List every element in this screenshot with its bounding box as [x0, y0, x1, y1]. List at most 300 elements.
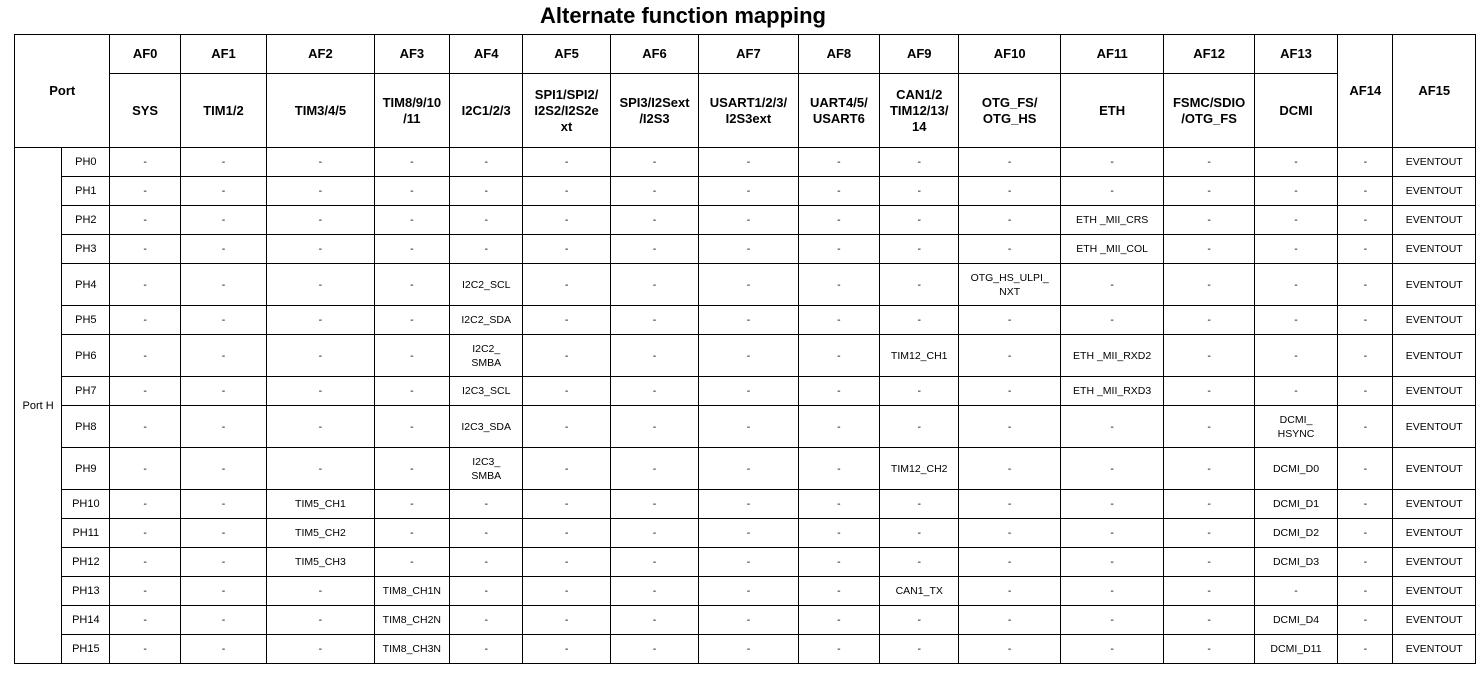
af5-cell: - — [523, 519, 610, 548]
af15-cell: EVENTOUT — [1393, 519, 1476, 548]
table-row — [15, 264, 1476, 306]
af14-cell: - — [1338, 548, 1393, 577]
af1-peripheral: TIM1/2 — [180, 74, 266, 148]
af14-cell: - — [1338, 519, 1393, 548]
pin-cell: PH2 — [62, 206, 110, 235]
af6-cell: - — [610, 448, 698, 490]
af2-cell: TIM5_CH3 — [267, 548, 375, 577]
af4-cell: I2C3_SDA — [450, 406, 523, 448]
af6-cell: - — [610, 406, 698, 448]
af13-cell: DCMI_D1 — [1254, 490, 1337, 519]
af1-cell: - — [180, 148, 266, 177]
af11-cell: - — [1060, 148, 1163, 177]
af4-cell: - — [450, 148, 523, 177]
af10-cell: - — [959, 235, 1060, 264]
af0-cell: - — [110, 490, 180, 519]
af15-cell: EVENTOUT — [1393, 577, 1476, 606]
af5-cell: - — [523, 635, 610, 664]
af9-cell: - — [880, 606, 959, 635]
af0-cell: - — [110, 377, 180, 406]
page-title: Alternate function mapping — [540, 3, 826, 28]
af10-cell: - — [959, 406, 1060, 448]
table-body — [15, 148, 1476, 664]
af5-cell: - — [523, 235, 610, 264]
af8-cell: - — [798, 306, 879, 335]
af10-cell: - — [959, 606, 1060, 635]
af0-cell: - — [110, 177, 180, 206]
af11-peripheral: ETH — [1060, 74, 1163, 148]
af12-cell: - — [1164, 548, 1254, 577]
af11-cell: - — [1060, 548, 1163, 577]
af2-cell: - — [267, 335, 375, 377]
af8-cell: - — [798, 148, 879, 177]
af14-cell: - — [1338, 377, 1393, 406]
af4-cell: I2C2_ SMBA — [450, 335, 523, 377]
af8-cell: - — [798, 448, 879, 490]
af5-header: AF5 — [523, 35, 610, 74]
af14-cell: - — [1338, 264, 1393, 306]
af4-cell: I2C3_ SMBA — [450, 448, 523, 490]
af3-cell: - — [374, 148, 449, 177]
af9-cell: - — [880, 148, 959, 177]
af3-cell: - — [374, 448, 449, 490]
af14-cell: - — [1338, 635, 1393, 664]
af9-cell: - — [880, 306, 959, 335]
af1-cell: - — [180, 235, 266, 264]
af8-cell: - — [798, 235, 879, 264]
af7-cell: - — [699, 177, 798, 206]
af10-cell: - — [959, 206, 1060, 235]
af12-cell: - — [1164, 490, 1254, 519]
af13-cell: DCMI_D4 — [1254, 606, 1337, 635]
af3-cell: - — [374, 306, 449, 335]
af2-cell: - — [267, 606, 375, 635]
af10-header: AF10 — [959, 35, 1060, 74]
af9-cell: TIM12_CH2 — [880, 448, 959, 490]
af15-cell: EVENTOUT — [1393, 148, 1476, 177]
af6-cell: - — [610, 264, 698, 306]
af9-cell: - — [880, 264, 959, 306]
table-row — [15, 490, 1476, 519]
af2-cell: - — [267, 306, 375, 335]
af6-cell: - — [610, 490, 698, 519]
af10-cell: OTG_HS_ULPI_ NXT — [959, 264, 1060, 306]
pin-cell: PH14 — [62, 606, 110, 635]
af4-cell: - — [450, 577, 523, 606]
af11-cell: - — [1060, 264, 1163, 306]
table-row — [15, 577, 1476, 606]
table-row — [15, 635, 1476, 664]
af5-cell: - — [523, 490, 610, 519]
af5-cell: - — [523, 264, 610, 306]
af7-cell: - — [699, 235, 798, 264]
af2-cell: - — [267, 377, 375, 406]
af14-cell: - — [1338, 448, 1393, 490]
af7-cell: - — [699, 490, 798, 519]
af7-cell: - — [699, 635, 798, 664]
af15-cell: EVENTOUT — [1393, 335, 1476, 377]
af2-cell: - — [267, 577, 375, 606]
af3-cell: TIM8_CH2N — [374, 606, 449, 635]
af6-cell: - — [610, 148, 698, 177]
af15-cell: EVENTOUT — [1393, 377, 1476, 406]
af3-cell: - — [374, 519, 449, 548]
pin-cell: PH13 — [62, 577, 110, 606]
af7-peripheral: USART1/2/3/ I2S3ext — [699, 74, 798, 148]
af12-header: AF12 — [1164, 35, 1254, 74]
af4-cell: - — [450, 177, 523, 206]
af9-header: AF9 — [880, 35, 959, 74]
af5-peripheral: SPI1/SPI2/ I2S2/I2S2e xt — [523, 74, 610, 148]
af15-header: AF15 — [1393, 35, 1476, 148]
af14-cell: - — [1338, 335, 1393, 377]
af5-cell: - — [523, 406, 610, 448]
af10-cell: - — [959, 306, 1060, 335]
af0-cell: - — [110, 519, 180, 548]
af3-cell: - — [374, 490, 449, 519]
af10-cell: - — [959, 490, 1060, 519]
af4-cell: - — [450, 490, 523, 519]
af9-cell: - — [880, 377, 959, 406]
af13-cell: DCMI_D0 — [1254, 448, 1337, 490]
af7-cell: - — [699, 377, 798, 406]
af2-peripheral: TIM3/4/5 — [267, 74, 375, 148]
af9-cell: - — [880, 206, 959, 235]
af1-cell: - — [180, 406, 266, 448]
af10-cell: - — [959, 377, 1060, 406]
af4-cell: I2C3_SCL — [450, 377, 523, 406]
pin-cell: PH5 — [62, 306, 110, 335]
af7-cell: - — [699, 306, 798, 335]
af15-cell: EVENTOUT — [1393, 306, 1476, 335]
af13-cell: - — [1254, 235, 1337, 264]
af13-cell: - — [1254, 577, 1337, 606]
af11-cell: - — [1060, 177, 1163, 206]
af6-cell: - — [610, 606, 698, 635]
table-row — [15, 548, 1476, 577]
af10-cell: - — [959, 448, 1060, 490]
table-row — [15, 148, 1476, 177]
af2-cell: - — [267, 406, 375, 448]
af13-header: AF13 — [1254, 35, 1337, 74]
pin-cell: PH4 — [62, 264, 110, 306]
af2-cell: - — [267, 448, 375, 490]
af0-header: AF0 — [110, 35, 180, 74]
af12-cell: - — [1164, 406, 1254, 448]
af10-cell: - — [959, 635, 1060, 664]
af13-cell: - — [1254, 335, 1337, 377]
af7-cell: - — [699, 148, 798, 177]
af7-cell: - — [699, 335, 798, 377]
pin-cell: PH10 — [62, 490, 110, 519]
af-header-row — [15, 35, 1476, 74]
af4-cell: - — [450, 206, 523, 235]
af1-cell: - — [180, 306, 266, 335]
af8-cell: - — [798, 635, 879, 664]
table-row — [15, 206, 1476, 235]
af15-cell: EVENTOUT — [1393, 406, 1476, 448]
af0-cell: - — [110, 606, 180, 635]
af8-cell: - — [798, 177, 879, 206]
af12-peripheral: FSMC/SDIO /OTG_FS — [1164, 74, 1254, 148]
af0-cell: - — [110, 548, 180, 577]
af9-cell: - — [880, 519, 959, 548]
af15-cell: EVENTOUT — [1393, 264, 1476, 306]
af14-cell: - — [1338, 177, 1393, 206]
af8-cell: - — [798, 577, 879, 606]
af12-cell: - — [1164, 377, 1254, 406]
af10-cell: - — [959, 577, 1060, 606]
af8-cell: - — [798, 206, 879, 235]
af1-cell: - — [180, 377, 266, 406]
af3-cell: - — [374, 264, 449, 306]
table-row — [15, 335, 1476, 377]
af1-cell: - — [180, 577, 266, 606]
table-row — [15, 606, 1476, 635]
af3-cell: - — [374, 177, 449, 206]
af5-cell: - — [523, 577, 610, 606]
af12-cell: - — [1164, 148, 1254, 177]
af11-cell: - — [1060, 606, 1163, 635]
af3-cell: - — [374, 548, 449, 577]
af12-cell: - — [1164, 606, 1254, 635]
af9-cell: TIM12_CH1 — [880, 335, 959, 377]
pin-cell: PH6 — [62, 335, 110, 377]
af5-cell: - — [523, 177, 610, 206]
af3-cell: - — [374, 206, 449, 235]
pin-cell: PH9 — [62, 448, 110, 490]
af5-cell: - — [523, 448, 610, 490]
af1-cell: - — [180, 448, 266, 490]
af3-cell: TIM8_CH3N — [374, 635, 449, 664]
af14-cell: - — [1338, 206, 1393, 235]
af4-peripheral: I2C1/2/3 — [450, 74, 523, 148]
pin-cell: PH3 — [62, 235, 110, 264]
af14-cell: - — [1338, 148, 1393, 177]
af13-cell: - — [1254, 306, 1337, 335]
af4-cell: - — [450, 606, 523, 635]
af11-cell: - — [1060, 306, 1163, 335]
af1-cell: - — [180, 519, 266, 548]
af9-cell: - — [880, 406, 959, 448]
af8-header: AF8 — [798, 35, 879, 74]
af5-cell: - — [523, 335, 610, 377]
af10-cell: - — [959, 148, 1060, 177]
alternate-function-table — [14, 34, 1476, 664]
af11-cell: - — [1060, 519, 1163, 548]
af1-header: AF1 — [180, 35, 266, 74]
af3-header: AF3 — [374, 35, 449, 74]
af9-cell: - — [880, 635, 959, 664]
af5-cell: - — [523, 306, 610, 335]
af5-cell: - — [523, 606, 610, 635]
af3-cell: TIM8_CH1N — [374, 577, 449, 606]
af2-cell: TIM5_CH1 — [267, 490, 375, 519]
af1-cell: - — [180, 335, 266, 377]
af8-cell: - — [798, 335, 879, 377]
af14-cell: - — [1338, 490, 1393, 519]
af13-cell: - — [1254, 377, 1337, 406]
af12-cell: - — [1164, 206, 1254, 235]
af4-cell: - — [450, 519, 523, 548]
af10-cell: - — [959, 335, 1060, 377]
af11-cell: ETH _MII_RXD3 — [1060, 377, 1163, 406]
af1-cell: - — [180, 177, 266, 206]
af12-cell: - — [1164, 635, 1254, 664]
af6-cell: - — [610, 306, 698, 335]
port-group-cell: Port H — [15, 148, 62, 664]
af15-cell: EVENTOUT — [1393, 490, 1476, 519]
af9-cell: - — [880, 177, 959, 206]
table-row — [15, 377, 1476, 406]
af6-cell: - — [610, 519, 698, 548]
af11-cell: - — [1060, 490, 1163, 519]
af1-cell: - — [180, 206, 266, 235]
af13-cell: - — [1254, 148, 1337, 177]
af10-cell: - — [959, 177, 1060, 206]
af15-cell: EVENTOUT — [1393, 177, 1476, 206]
af7-cell: - — [699, 206, 798, 235]
af1-cell: - — [180, 606, 266, 635]
af6-cell: - — [610, 177, 698, 206]
af12-cell: - — [1164, 177, 1254, 206]
af9-cell: - — [880, 490, 959, 519]
peripheral-header-row — [15, 74, 1476, 148]
af2-cell: - — [267, 148, 375, 177]
af7-cell: - — [699, 548, 798, 577]
port-header: Port — [15, 35, 110, 148]
af2-cell: - — [267, 264, 375, 306]
af14-cell: - — [1338, 406, 1393, 448]
af8-cell: - — [798, 264, 879, 306]
af0-cell: - — [110, 235, 180, 264]
af12-cell: - — [1164, 235, 1254, 264]
af5-cell: - — [523, 548, 610, 577]
af11-cell: - — [1060, 448, 1163, 490]
af11-cell: - — [1060, 406, 1163, 448]
af11-cell: ETH _MII_RXD2 — [1060, 335, 1163, 377]
af12-cell: - — [1164, 264, 1254, 306]
af11-cell: ETH _MII_COL — [1060, 235, 1163, 264]
af2-cell: TIM5_CH2 — [267, 519, 375, 548]
af0-cell: - — [110, 306, 180, 335]
pin-cell: PH12 — [62, 548, 110, 577]
af4-cell: - — [450, 548, 523, 577]
table-row — [15, 306, 1476, 335]
af1-cell: - — [180, 548, 266, 577]
af6-header: AF6 — [610, 35, 698, 74]
pin-cell: PH8 — [62, 406, 110, 448]
af0-cell: - — [110, 335, 180, 377]
af6-peripheral: SPI3/I2Sext /I2S3 — [610, 74, 698, 148]
af15-cell: EVENTOUT — [1393, 448, 1476, 490]
af12-cell: - — [1164, 577, 1254, 606]
af5-cell: - — [523, 148, 610, 177]
af8-cell: - — [798, 519, 879, 548]
af8-peripheral: UART4/5/ USART6 — [798, 74, 879, 148]
af0-peripheral: SYS — [110, 74, 180, 148]
af2-header: AF2 — [267, 35, 375, 74]
af10-peripheral: OTG_FS/ OTG_HS — [959, 74, 1060, 148]
af1-cell: - — [180, 490, 266, 519]
af11-cell: - — [1060, 577, 1163, 606]
af14-cell: - — [1338, 306, 1393, 335]
af12-cell: - — [1164, 448, 1254, 490]
pin-cell: PH0 — [62, 148, 110, 177]
af3-cell: - — [374, 406, 449, 448]
af4-cell: - — [450, 235, 523, 264]
table-row — [15, 448, 1476, 490]
af7-cell: - — [699, 606, 798, 635]
af7-cell: - — [699, 264, 798, 306]
af0-cell: - — [110, 148, 180, 177]
af10-cell: - — [959, 519, 1060, 548]
table-row — [15, 519, 1476, 548]
af8-cell: - — [798, 606, 879, 635]
table-row — [15, 406, 1476, 448]
af7-cell: - — [699, 448, 798, 490]
af9-cell: - — [880, 548, 959, 577]
af7-cell: - — [699, 519, 798, 548]
af1-cell: - — [180, 264, 266, 306]
af15-cell: EVENTOUT — [1393, 548, 1476, 577]
af4-header: AF4 — [450, 35, 523, 74]
af14-cell: - — [1338, 606, 1393, 635]
af8-cell: - — [798, 406, 879, 448]
af14-header: AF14 — [1338, 35, 1393, 148]
af2-cell: - — [267, 635, 375, 664]
af3-peripheral: TIM8/9/10 /11 — [374, 74, 449, 148]
af10-cell: - — [959, 548, 1060, 577]
pin-cell: PH1 — [62, 177, 110, 206]
af15-cell: EVENTOUT — [1393, 206, 1476, 235]
table-row — [15, 235, 1476, 264]
af5-cell: - — [523, 377, 610, 406]
af9-cell: - — [880, 235, 959, 264]
af11-cell: ETH _MII_CRS — [1060, 206, 1163, 235]
af15-cell: EVENTOUT — [1393, 235, 1476, 264]
af4-cell: - — [450, 635, 523, 664]
af8-cell: - — [798, 377, 879, 406]
af12-cell: - — [1164, 306, 1254, 335]
af14-cell: - — [1338, 577, 1393, 606]
af2-cell: - — [267, 206, 375, 235]
af4-cell: I2C2_SCL — [450, 264, 523, 306]
af0-cell: - — [110, 448, 180, 490]
af6-cell: - — [610, 206, 698, 235]
af6-cell: - — [610, 548, 698, 577]
af12-cell: - — [1164, 335, 1254, 377]
af13-cell: DCMI_D2 — [1254, 519, 1337, 548]
af0-cell: - — [110, 206, 180, 235]
af5-cell: - — [523, 206, 610, 235]
af6-cell: - — [610, 235, 698, 264]
af3-cell: - — [374, 335, 449, 377]
af13-cell: DCMI_D11 — [1254, 635, 1337, 664]
af2-cell: - — [267, 235, 375, 264]
af13-cell: DCMI_ HSYNC — [1254, 406, 1337, 448]
af13-cell: - — [1254, 206, 1337, 235]
af0-cell: - — [110, 577, 180, 606]
af15-cell: EVENTOUT — [1393, 635, 1476, 664]
af13-cell: - — [1254, 177, 1337, 206]
af9-cell: CAN1_TX — [880, 577, 959, 606]
pin-cell: PH7 — [62, 377, 110, 406]
af13-peripheral: DCMI — [1254, 74, 1337, 148]
af3-cell: - — [374, 235, 449, 264]
af7-header: AF7 — [699, 35, 798, 74]
af0-cell: - — [110, 635, 180, 664]
